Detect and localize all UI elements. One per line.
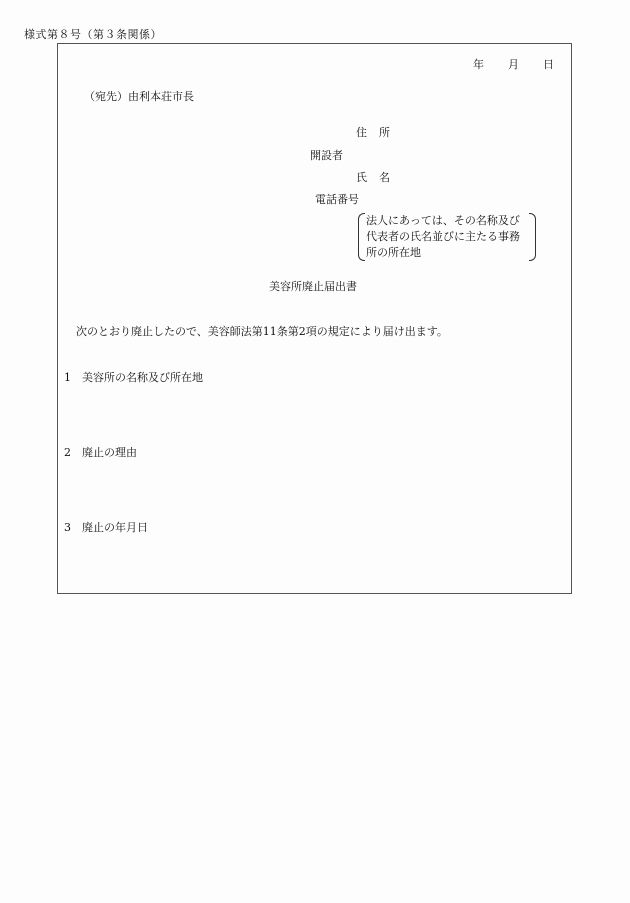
item-label: 廃止の年月日 (82, 521, 148, 534)
date-month-label: 月 (508, 58, 519, 71)
item-label: 美容所の名称及び所在地 (82, 371, 203, 384)
address-label: 住所 (356, 126, 402, 139)
item-1 (64, 369, 203, 385)
phone-label: 電話番号 (315, 193, 359, 206)
item-3 (64, 519, 148, 535)
left-bracket (358, 213, 365, 261)
addressee: （宛先）由利本荘市長 (84, 90, 194, 103)
item-number: 2 (64, 446, 71, 459)
corporation-note-text: 法人にあっては、その名称及び代表者の氏名並びに主たる事務所の所在地 (366, 214, 520, 259)
item-2 (64, 444, 137, 460)
name-label: 氏名 (356, 171, 402, 184)
item-number: 1 (64, 371, 71, 384)
form-number: 様式第８号（第３条関係） (24, 28, 162, 41)
right-bracket (529, 213, 536, 261)
date-year-label: 年 (473, 58, 484, 71)
document-title: 美容所廃止届出書 (269, 280, 357, 293)
body-text: 次のとおり廃止したので、美容師法第11条第2項の規定により届け出ます。 (76, 325, 448, 338)
date-line (473, 56, 554, 72)
founder-label: 開設者 (310, 149, 343, 162)
corporation-note (358, 213, 536, 261)
item-label: 廃止の理由 (82, 446, 137, 459)
item-number: 3 (64, 521, 71, 534)
form-frame (57, 43, 572, 594)
date-day-label: 日 (543, 58, 554, 71)
